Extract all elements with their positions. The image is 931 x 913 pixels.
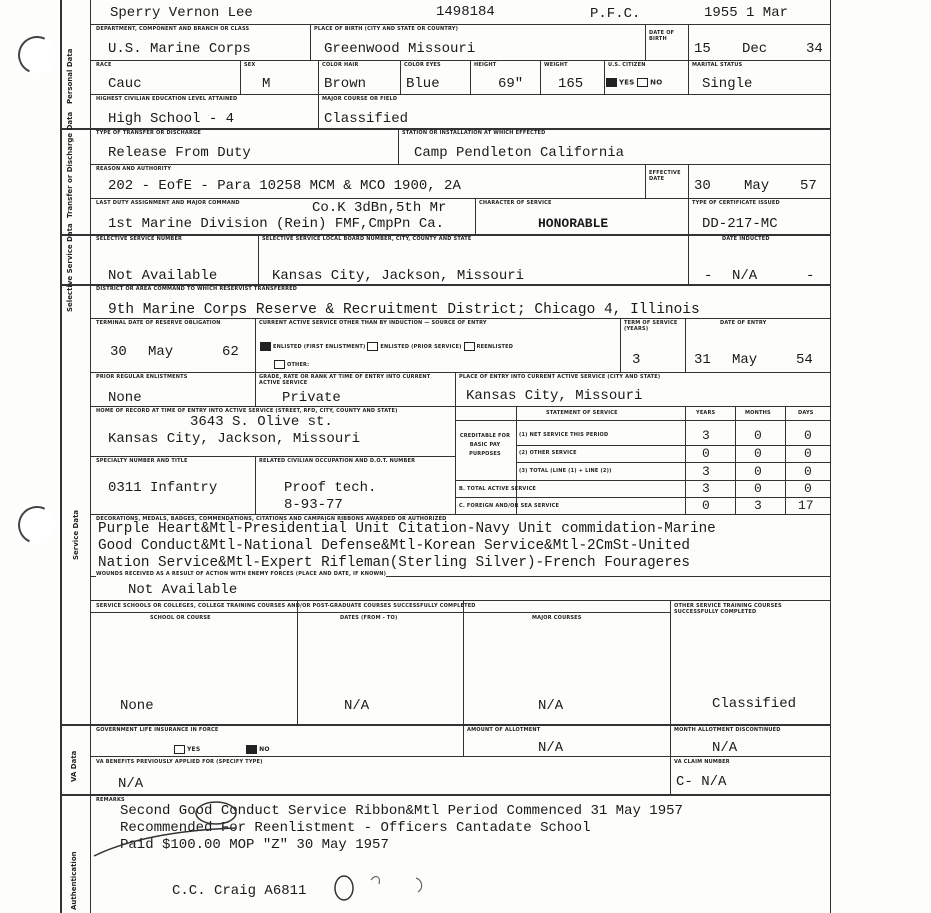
related-line-1: Proof tech.	[284, 480, 377, 496]
marital-label: MARITAL STATUS	[692, 62, 743, 68]
allotment-month-value: N/A	[712, 740, 738, 756]
citizen-options: YES NO	[606, 78, 662, 87]
major-value: Classified	[324, 111, 409, 127]
sex-label: SEX	[244, 62, 256, 68]
last-duty-label: LAST DUTY ASSIGNMENT AND MAJOR COMMAND	[96, 200, 240, 206]
decorations-line-1: Purple Heart&Mtl-Presidential Unit Citation-Navy Unit commidation-Marine	[98, 521, 716, 537]
statement-label: STATEMENT OF SERVICE	[546, 410, 618, 416]
total-service-months: 0	[754, 464, 762, 479]
effective-year: 57	[800, 178, 817, 194]
last-duty-line-2: 1st Marine Division (Rein) FMF,CmpPn Ca.	[108, 216, 445, 232]
benefits-value: N/A	[118, 776, 144, 792]
creditable-label: CREDITABLE FOR BASIC PAY PURPOSES	[459, 433, 511, 457]
foreign-service-days: 17	[798, 498, 814, 513]
grade-value: P.F.C.	[590, 6, 641, 22]
term-label: TERM OF SERVICE (YEARS)	[624, 320, 678, 332]
sex-value: M	[262, 76, 271, 92]
dob-label: DATE OF BIRTH	[649, 30, 675, 42]
major-label: MAJOR COURSE OR FIELD	[322, 96, 398, 102]
effective-month: May	[744, 178, 770, 194]
total-active-days: 0	[804, 481, 812, 496]
net-service-years: 3	[702, 428, 710, 443]
pencil-mark	[371, 877, 422, 892]
section-label-personal: Personal Data	[66, 48, 74, 104]
dates-value: N/A	[344, 698, 370, 714]
dob-day: 15	[694, 41, 711, 57]
place-entry-label: PLACE OF ENTRY INTO CURRENT ACTIVE SERVICE (CITY AND STATE)	[459, 374, 661, 380]
entry-month: May	[732, 352, 758, 368]
related-label: RELATED CIVILIAN OCCUPATION AND D.O.T. NUMBER	[259, 458, 416, 464]
dob-year: 34	[806, 41, 823, 57]
form-right-border	[830, 0, 831, 913]
total-active-label: B. TOTAL ACTIVE SERVICE	[459, 486, 537, 492]
weight-label: WEIGHT	[544, 62, 568, 68]
birthplace-value: Greenwood Missouri	[324, 41, 476, 57]
wounds-label: WOUNDS RECEIVED AS A RESULT OF ACTION WITH ENEMY FORCES (PLACE AND DATE, IF KNOWN)	[96, 571, 387, 577]
terminal-label: TERMINAL DATE OF RESERVE OBLIGATION	[96, 320, 221, 326]
benefits-label: VA BENEFITS PREVIOUSLY APPLIED FOR (SPECIFY TYPE)	[96, 759, 263, 765]
branch-value: U.S. Marine Corps	[108, 41, 251, 57]
wounds-value: Not Available	[128, 582, 238, 598]
education-value: High School - 4	[108, 111, 235, 127]
school-value: None	[120, 698, 154, 714]
board-label: SELECTIVE SERVICE LOCAL BOARD NUMBER, CITY, COUNTY AND STATE	[262, 236, 472, 242]
paid-date-value: 1955 1 Mar	[704, 5, 789, 21]
school-col: SCHOOL OR COURSE	[150, 615, 211, 621]
insurance-no-checkbox[interactable]	[246, 745, 257, 754]
race-label: RACE	[96, 62, 112, 68]
home-line-1: 3643 S. Olive st.	[190, 414, 333, 430]
allotment-value: N/A	[538, 740, 564, 756]
character-label: CHARACTER OF SERVICE	[479, 200, 552, 206]
inducted-day: -	[704, 268, 713, 284]
other-service-days: 0	[804, 446, 812, 461]
remarks-line-3: Paid $100.00 MOP "Z" 30 May 1957	[120, 837, 389, 853]
transfer-type-value: Release From Duty	[108, 145, 251, 161]
terminal-year: 62	[222, 344, 239, 360]
net-service-months: 0	[754, 428, 762, 443]
claim-value: C- N/A	[676, 774, 727, 790]
insurance-options: YES NO	[174, 745, 270, 754]
remarks-label: REMARKS	[96, 797, 125, 803]
inducted-label: DATE INDUCTED	[722, 236, 770, 242]
terminal-day: 30	[110, 344, 127, 360]
other-training-value: Classified	[712, 696, 797, 712]
decorations-line-3: Nation Service&Mtl-Expert Rifleman(Sterling Silver)-French Fourageres	[98, 555, 690, 571]
height-label: HEIGHT	[474, 62, 497, 68]
claim-label: VA CLAIM NUMBER	[674, 759, 730, 765]
prior-value: None	[108, 390, 142, 406]
insurance-label: GOVERNMENT LIFE INSURANCE IN FORCE	[96, 727, 219, 733]
specialty-value: 0311 Infantry	[108, 480, 218, 496]
net-service-label: (1) NET SERVICE THIS PERIOD	[519, 432, 609, 438]
related-line-2: 8-93-77	[284, 497, 343, 513]
col-days: DAYS	[798, 410, 814, 416]
section-label-va: VA Data	[70, 750, 78, 782]
other-service-months: 0	[754, 446, 762, 461]
terminal-month: May	[148, 344, 174, 360]
grade-entry-label: GRADE, RATE OR RANK AT TIME OF ENTRY INTO CURRENT ACTIVE SERVICE	[259, 374, 431, 386]
foreign-service-months: 3	[754, 498, 762, 513]
reason-label: REASON AND AUTHORITY	[96, 166, 172, 172]
enlisted-prior-checkbox[interactable]	[367, 342, 378, 351]
term-value: 3	[632, 352, 641, 368]
entry-year: 54	[796, 352, 813, 368]
section-label-service: Service Data	[72, 509, 80, 560]
form-left-border	[60, 0, 62, 913]
handwritten-annotations	[86, 800, 446, 910]
source-other: OTHER:	[274, 360, 309, 369]
place-entry-value: Kansas City, Missouri	[466, 388, 643, 404]
other-service-label: (2) OTHER SERVICE	[519, 450, 577, 456]
insurance-yes-checkbox[interactable]	[174, 745, 185, 754]
remarks-line-2: Recommended For Reenlistment - Officers Cantadate School	[120, 820, 591, 836]
dob-month: Dec	[742, 41, 768, 57]
transfer-type-label: TYPE OF TRANSFER OR DISCHARGE	[96, 130, 201, 136]
total-service-days: 0	[804, 464, 812, 479]
hair-label: COLOR HAIR	[322, 62, 359, 68]
net-service-days: 0	[804, 428, 812, 443]
foreign-service-years: 0	[702, 498, 710, 513]
circle-mark	[196, 802, 236, 824]
district-value: 9th Marine Corps Reserve & Recruitment District; Chicago 4, Illinois	[108, 302, 700, 318]
reenlisted-checkbox[interactable]	[464, 342, 475, 351]
specialty-label: SPECIALTY NUMBER AND TITLE	[96, 458, 188, 464]
effective-day: 30	[694, 178, 711, 194]
other-training-label: OTHER SERVICE TRAINING COURSES SUCCESSFULLY COMPLETED	[674, 603, 782, 615]
total-active-years: 3	[702, 481, 710, 496]
reason-value: 202 - EofE - Para 10258 MCM & MCO 1900, 2A	[108, 178, 461, 194]
selective-number-label: SELECTIVE SERVICE NUMBER	[96, 236, 183, 242]
binder-hole	[13, 31, 62, 80]
effective-date-label: EFFECTIVE DATE	[649, 170, 681, 182]
birthplace-label: PLACE OF BIRTH (CITY AND STATE OR COUNTRY)	[314, 26, 459, 32]
board-value: Kansas City, Jackson, Missouri	[272, 268, 525, 284]
character-value: HONORABLE	[538, 216, 609, 231]
marital-value: Single	[702, 76, 753, 92]
schools-label: SERVICE SCHOOLS OR COLLEGES, COLLEGE TRAINING COURSES AND/OR POST-GRADUATE COURSES SUCCESSFULLY COMPLETED	[96, 603, 476, 609]
hair-value: Brown	[324, 76, 367, 92]
dates-col: DATES (FROM - TO)	[340, 615, 398, 621]
col-months: MONTHS	[745, 410, 771, 416]
inducted-month: N/A	[732, 268, 758, 284]
station-value: Camp Pendleton California	[414, 145, 625, 161]
inducted-year: -	[806, 268, 815, 284]
source-options: ENLISTED (FIRST ENLISTMENT) ENLISTED (PRIOR SERVICE) REENLISTED	[260, 342, 513, 351]
other-checkbox[interactable]	[274, 360, 285, 369]
race-value: Cauc	[108, 76, 142, 92]
service-number-value: 1498184	[436, 4, 495, 20]
district-label: DISTRICT OR AREA COMMAND TO WHICH RESERVIST TRANSFERRED	[96, 286, 298, 292]
section-label-transfer: Transfer or Discharge Data	[66, 111, 74, 218]
grade-entry-value: Private	[282, 390, 341, 406]
signature-value: C.C. Craig A6811	[172, 883, 307, 899]
home-label: HOME OF RECORD AT TIME OF ENTRY INTO ACTIVE SERVICE (STREET, RFD, CITY, COUNTY AND STATE)	[96, 408, 398, 414]
name-value: Sperry Vernon Lee	[110, 5, 253, 21]
height-value: 69"	[498, 76, 524, 92]
station-label: STATION OR INSTALLATION AT WHICH EFFECTED	[402, 130, 546, 136]
major-courses-col: MAJOR COURSES	[532, 615, 582, 621]
col-years: YEARS	[696, 410, 716, 416]
source-label: CURRENT ACTIVE SERVICE OTHER THAN BY INDUCTION — SOURCE OF ENTRY	[259, 320, 487, 326]
decorations-label: DECORATIONS, MEDALS, BADGES, COMMENDATIONS, CITATIONS AND CAMPAIGN RIBBONS AWARDED OR AUTHORIZED	[96, 516, 447, 522]
major-courses-value: N/A	[538, 698, 564, 714]
citizen-label: U.S. CITIZEN	[608, 62, 646, 68]
certificate-label: TYPE OF CERTIFICATE ISSUED	[692, 200, 780, 206]
certificate-value: DD-217-MC	[702, 216, 778, 232]
remarks-line-1: Second Good Conduct Service Ribbon&Mtl Period Commenced 31 May 1957	[120, 803, 683, 819]
prior-label: PRIOR REGULAR ENLISTMENTS	[96, 374, 188, 380]
education-label: HIGHEST CIVILIAN EDUCATION LEVEL ATTAINED	[96, 96, 238, 102]
entry-day: 31	[694, 352, 711, 368]
entry-date-label: DATE OF ENTRY	[720, 320, 767, 326]
decorations-line-2: Good Conduct&Mtl-National Defense&Mtl-Korean Service&Mtl-2CmSt-United	[98, 538, 690, 554]
eyes-value: Blue	[406, 76, 440, 92]
home-line-2: Kansas City, Jackson, Missouri	[108, 431, 361, 447]
branch-label: DEPARTMENT, COMPONENT AND BRANCH OR CLASS	[96, 26, 250, 32]
section-label-selective: Selective Service Data	[66, 223, 74, 312]
weight-value: 165	[558, 76, 584, 92]
total-service-years: 3	[702, 464, 710, 479]
selective-number-value: Not Available	[108, 268, 218, 284]
enlisted-first-checkbox[interactable]	[260, 342, 271, 351]
signature-mark	[335, 876, 353, 900]
eyes-label: COLOR EYES	[404, 62, 441, 68]
allotment-month-label: MONTH ALLOTMENT DISCONTINUED	[674, 727, 781, 733]
total-active-months: 0	[754, 481, 762, 496]
strike-mark	[94, 828, 236, 856]
allotment-label: AMOUNT OF ALLOTMENT	[467, 727, 541, 733]
section-label-authentication: Authentication	[70, 851, 78, 910]
other-service-years: 0	[702, 446, 710, 461]
foreign-service-label: C. FOREIGN AND/OR SEA SERVICE	[459, 503, 560, 509]
total-service-label: (3) TOTAL (LINE (1) + LINE (2))	[519, 468, 612, 474]
binder-hole	[13, 501, 62, 550]
citizen-yes-checkbox[interactable]	[606, 78, 617, 87]
citizen-no-checkbox[interactable]	[637, 78, 648, 87]
last-duty-line-1: Co.K 3dBn,5th Mr	[312, 200, 447, 216]
